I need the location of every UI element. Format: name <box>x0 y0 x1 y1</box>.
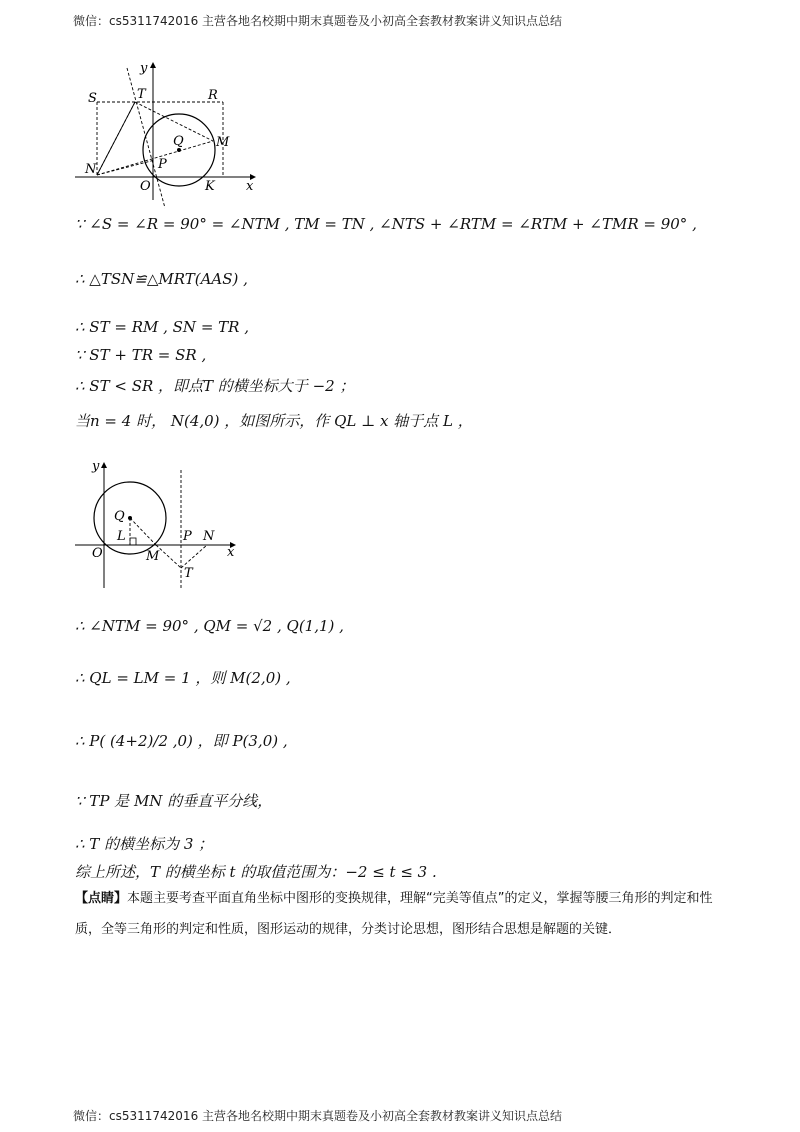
fig1-label-M: M <box>216 135 230 150</box>
proof-line-5: ∴ ST < SR ，即点T 的横坐标大于 −2 ； <box>75 377 355 395</box>
page-footer: 微信：cs5311742016 主营各地名校期中期末真题卷及小初高全套教材教案讲义知识点总结 <box>73 1109 563 1123</box>
fig2-label-Q: Q <box>114 509 125 524</box>
fig2-label-N: N <box>203 529 215 544</box>
proof-line-12: 综上所述，T 的横坐标 t 的取值范围为：−2 ≤ t ≤ 3 . <box>75 863 437 881</box>
proof-line-8: ∴ QL = LM = 1 ，则 M(2,0) , <box>75 669 291 687</box>
proof-line-1: ∵ ∠S = ∠R = 90° = ∠NTM , TM = TN , ∠NTS + ∠RTM = ∠RTM + ∠TMR = 90° , <box>75 215 697 233</box>
fig2-label-y: y <box>92 459 100 474</box>
proof-line-3: ∴ ST = RM , SN = TR , <box>75 318 249 336</box>
fig1-label-x: x <box>246 179 254 194</box>
fig1-label-K: K <box>205 179 215 194</box>
fig2-label-L: L <box>117 529 126 544</box>
fig1-label-P: P <box>158 157 167 172</box>
proof-line-10: ∵ TP 是 MN 的垂直平分线， <box>75 792 273 810</box>
comment-paragraph <box>75 883 735 945</box>
fig2-label-M: M <box>146 549 160 564</box>
fig1-label-Q: Q <box>173 134 184 149</box>
fig2-label-O: O <box>92 546 103 561</box>
fig1-label-S: S <box>88 91 97 106</box>
page-header: 微信：cs5311742016 主营各地名校期中期末真题卷及小初高全套教材教案讲义知识点总结 <box>73 14 563 28</box>
fig2-label-T: T <box>184 566 193 581</box>
proof-line-6: 当n = 4 时， N(4,0) ，如图所示，作 QL ⊥ x 轴于点 L ， <box>75 412 473 430</box>
proof-line-2: ∴ △TSN≌△MRT(AAS) , <box>75 270 248 288</box>
figure-1-rectangle-circle-diagram <box>70 60 260 210</box>
fig1-label-O: O <box>140 179 151 194</box>
proof-line-4: ∵ ST + TR = SR , <box>75 346 207 364</box>
figure-2-circle-perpendicular-diagram <box>70 458 250 593</box>
proof-line-11: ∴ T 的横坐标为 3 ； <box>75 835 214 853</box>
fig1-label-R: R <box>208 88 218 103</box>
fig2-label-P: P <box>183 529 192 544</box>
comment-tag: 【点睛】 <box>75 891 128 906</box>
fig1-label-y: y <box>140 61 148 76</box>
proof-line-9: ∴ P( (4+2)/2 ,0) ，即 P(3,0) , <box>75 732 288 750</box>
comment-text: 本题主要考查平面直角坐标中图形的变换规律，理解“完美等值点”的定义，掌握等腰三角形的判定和性质，全等三角形的判定和性质，图形运动的规律，分类讨论思想，图形结合思想是解题的关键． <box>75 891 713 937</box>
fig2-label-x: x <box>227 545 235 560</box>
proof-line-7: ∴ ∠NTM = 90° , QM = √2 , Q(1,1) , <box>75 617 344 635</box>
fig1-label-N: N <box>85 162 97 177</box>
fig1-label-T: T <box>137 87 146 102</box>
